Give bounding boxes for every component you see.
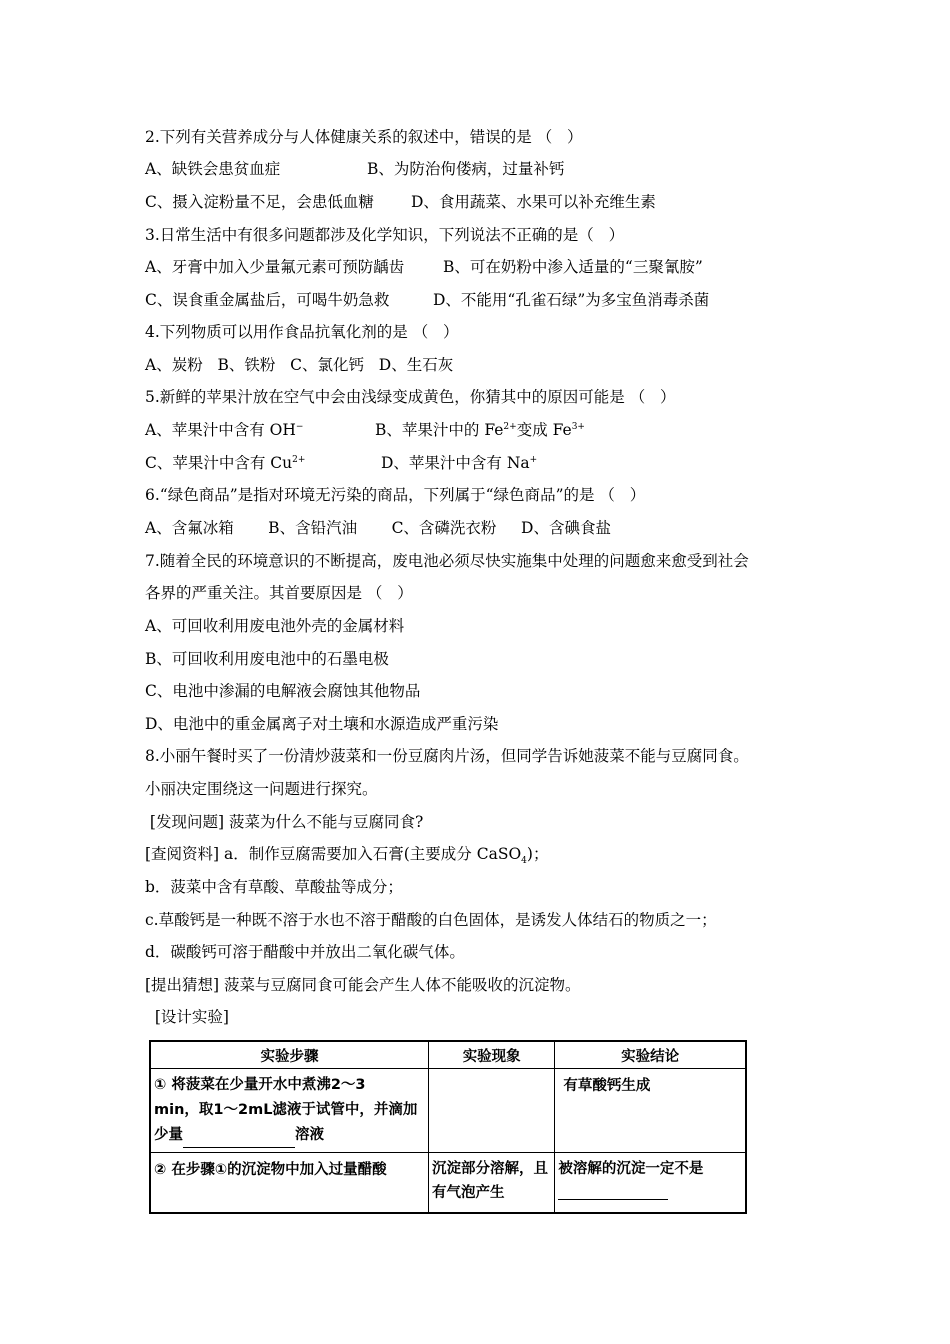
q8-stem-line2: 小丽决定围绕这一问题进行探究。 bbox=[145, 780, 378, 798]
row1-step-line1: ① 将菠菜在少量开水中煮沸2～3 bbox=[154, 1077, 366, 1093]
row2-observation-line2: 有气泡产生 bbox=[432, 1185, 505, 1201]
q7-stem-line1: 7.随着全民的环境意识的不断提高，废电池必须尽快实施集中处理的问题愈来愈受到社会 bbox=[145, 552, 749, 570]
q3-option-b: B、可在奶粉中渗入适量的“三聚氰胺” bbox=[443, 258, 703, 276]
row1-step-line3: 少量 溶液 bbox=[154, 1123, 425, 1148]
q5-option-c: C、苹果汁中含有 $Cu^{2+}$ bbox=[145, 454, 306, 472]
q8-material-b: b．菠菜中含有草酸、草酸盐等成分； bbox=[145, 878, 403, 896]
row2-conclusion-text: 被溶解的沉淀一定不是 bbox=[558, 1161, 704, 1177]
header-steps: 实验步骤 bbox=[150, 1041, 429, 1069]
row1-step-line2: min，取1～2mL滤液于试管中，并滴加 bbox=[154, 1102, 418, 1118]
answer-blank-precipitate[interactable] bbox=[558, 1181, 668, 1200]
table-row bbox=[150, 1069, 746, 1153]
q5-option-d: D、苹果汁中含有 Na+ bbox=[381, 454, 538, 472]
q4-stem: 4.下列物质可以用作食品抗氧化剂的是 （ ） bbox=[145, 323, 459, 341]
q2-option-d: D、食用蔬菜、水果可以补充维生素 bbox=[411, 193, 656, 211]
q5-option-b: B、苹果汁中的 $Fe^{2+}$变成 $Fe^{3+}$ bbox=[375, 421, 585, 439]
row2-observation-line1: 沉淀部分溶解，且 bbox=[432, 1161, 549, 1177]
q4-options: A、炭粉 B、铁粉 C、氯化钙 D、生石灰 bbox=[145, 356, 454, 374]
experiment-table bbox=[149, 1040, 747, 1214]
q7-option-a: A、可回收利用废电池外壳的金属材料 bbox=[145, 617, 405, 635]
q5-stem: 5.新鲜的苹果汁放在空气中会由浅绿变成黄色，你猜其中的原因可能是 （ ） bbox=[145, 388, 676, 406]
row1-observation bbox=[429, 1069, 555, 1153]
table-row bbox=[150, 1153, 746, 1214]
q6-options: A、含氟冰箱 B、含铅汽油 C、含磷洗衣粉 D、含碘食盐 bbox=[145, 519, 611, 537]
answer-blank-reagent[interactable] bbox=[183, 1129, 295, 1148]
header-conclusion: 实验结论 bbox=[555, 1041, 746, 1069]
q8-hypothesis: [提出猜想] 菠菜与豆腐同食可能会产生人体不能吸收的沉淀物。 bbox=[145, 976, 581, 994]
q3-option-c: C、误食重金属盐后，可喝牛奶急救 bbox=[145, 291, 390, 309]
q8-design-heading: [设计实验] bbox=[145, 1008, 229, 1026]
row2-conclusion bbox=[555, 1153, 746, 1214]
q2-option-c: C、摄入淀粉量不足，会患低血糖 bbox=[145, 193, 374, 211]
q2-option-a: A、缺铁会患贫血症 bbox=[145, 160, 281, 178]
row2-observation bbox=[429, 1153, 555, 1214]
table-header-row bbox=[150, 1041, 746, 1069]
q3-option-a: A、牙膏中加入少量氟元素可预防龋齿 bbox=[145, 258, 405, 276]
q8-material-d: d．碳酸钙可溶于醋酸中并放出二氧化碳气体。 bbox=[145, 943, 465, 961]
q6-stem: 6.“绿色商品”是指对环境无污染的商品，下列属于“绿色商品”的是 （ ） bbox=[145, 486, 646, 504]
header-observation: 实验现象 bbox=[429, 1041, 555, 1069]
q8-discover: [发现问题] 菠菜为什么不能与豆腐同食? bbox=[145, 813, 424, 831]
row2-step: ② 在步骤①的沉淀物中加入过量醋酸 bbox=[150, 1153, 429, 1214]
q7-option-c: C、电池中渗漏的电解液会腐蚀其他物品 bbox=[145, 682, 421, 700]
q5-option-a: A、苹果汁中含有 OH− bbox=[145, 421, 304, 439]
q3-option-d: D、不能用“孔雀石绿”为多宝鱼消毒杀菌 bbox=[433, 291, 710, 309]
row1-step bbox=[150, 1069, 429, 1153]
q2-stem: 2.下列有关营养成分与人体健康关系的叙述中，错误的是 （ ） bbox=[145, 128, 583, 146]
q3-stem: 3.日常生活中有很多问题都涉及化学知识，下列说法不正确的是（ ） bbox=[145, 226, 625, 244]
q2-option-b: B、为防治佝偻病，过量补钙 bbox=[367, 160, 565, 178]
q7-option-b: B、可回收利用废电池中的石墨电极 bbox=[145, 650, 389, 668]
q7-stem-line2: 各界的严重关注。其首要原因是 （ ） bbox=[145, 584, 413, 602]
q8-material-c: c.草酸钙是一种既不溶于水也不溶于醋酸的白色固体，是诱发人体结石的物质之一； bbox=[145, 911, 717, 929]
q8-stem-line1: 8.小丽午餐时买了一份清炒菠菜和一份豆腐肉片汤，但同学告诉她菠菜不能与豆腐同食。 bbox=[145, 747, 749, 765]
q7-option-d: D、电池中的重金属离子对土壤和水源造成严重污染 bbox=[145, 715, 499, 733]
q8-lookup: [查阅资料] a．制作豆腐需要加入石膏(主要成分 CaSO$_4$)； bbox=[145, 845, 549, 867]
row1-conclusion: 有草酸钙生成 bbox=[555, 1069, 746, 1153]
